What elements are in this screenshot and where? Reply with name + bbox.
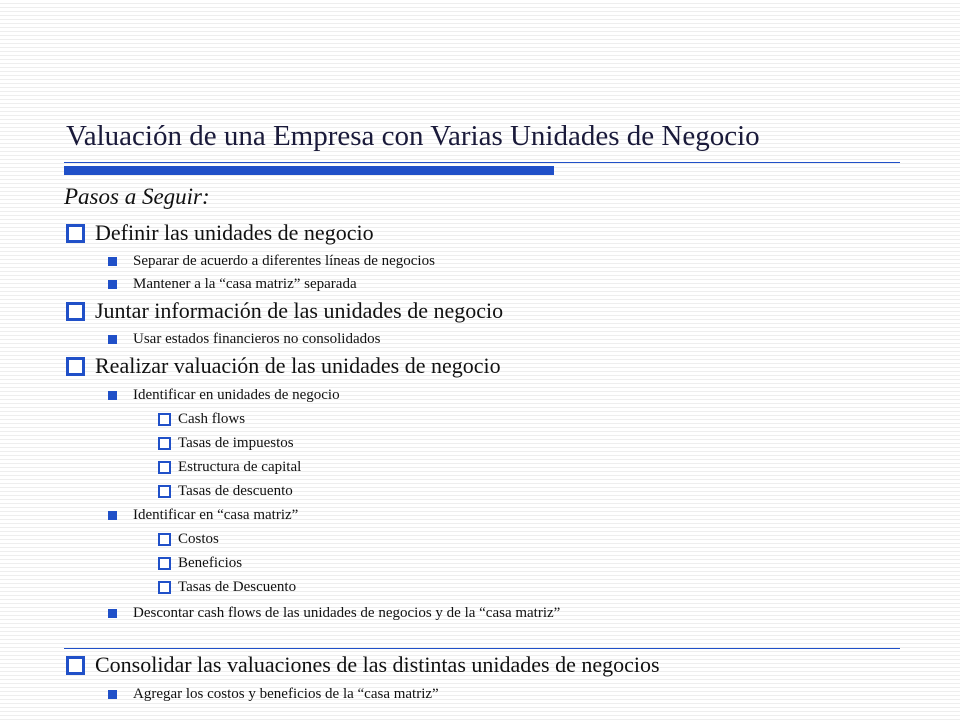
bullet-item-level2 [108,603,560,623]
bullet-text: Identificar en “casa matriz” [133,507,299,523]
hollow-square-bullet-icon [158,533,171,546]
bullet-text: Estructura de capital [178,459,302,475]
hollow-square-bullet-icon [158,581,171,594]
bullet-text: Agregar los costos y beneficios de la “casa matriz” [133,686,439,702]
bullet-text: Costos [178,531,219,547]
bullet-item-level3 [158,481,293,501]
filled-square-bullet-icon [108,280,117,289]
slide-subtitle: Pasos a Seguir: [64,184,210,209]
bullet-item-level1 [66,652,660,678]
bullet-item-level2 [108,274,357,294]
bullet-item-level1 [66,353,501,379]
bullet-item-level2 [108,251,435,271]
bullet-item-level3 [158,553,242,573]
bullet-item-level2 [108,385,340,405]
bullet-text: Cash flows [178,411,246,427]
bullet-text: Juntar información de las unidades de negocio [95,298,504,323]
hollow-square-bullet-icon [158,485,171,498]
bullet-text: Definir las unidades de negocio [95,220,374,245]
bullet-text: Tasas de impuestos [178,435,294,451]
hollow-square-bullet-icon [66,656,85,675]
bullet-item-level2 [108,684,439,704]
hollow-square-bullet-icon [66,357,85,376]
filled-square-bullet-icon [108,690,117,699]
bullet-item-level2 [108,329,380,349]
bullet-item-level3 [158,433,294,453]
hollow-square-bullet-icon [158,413,171,426]
bullet-text: Consolidar las valuaciones de las distintas unidades de negocios [95,652,660,677]
hollow-square-bullet-icon [158,557,171,570]
title-accent-bar [64,166,554,175]
bullet-item-level1 [66,220,374,246]
slide-title: Valuación de una Empresa con Varias Unidades de Negocio [66,120,760,152]
bullet-item-level2 [108,505,298,525]
bullet-text: Tasas de descuento [178,483,293,499]
hollow-square-bullet-icon [158,437,171,450]
bullet-item-level3 [158,577,296,597]
title-divider-line [64,162,900,163]
bullet-text: Separar de acuerdo a diferentes líneas de negocios [133,253,435,269]
hollow-square-bullet-icon [66,302,85,321]
filled-square-bullet-icon [108,391,117,400]
filled-square-bullet-icon [108,257,117,266]
filled-square-bullet-icon [108,511,117,520]
bullet-item-level1 [66,298,503,324]
bullet-text: Identificar en unidades de negocio [133,387,340,403]
filled-square-bullet-icon [108,609,117,618]
bullet-text: Tasas de Descuento [178,579,297,595]
bullet-text: Realizar valuación de las unidades de negocio [95,353,501,378]
bullet-text: Beneficios [178,555,243,571]
hollow-square-bullet-icon [158,461,171,474]
footer-divider-line [64,648,900,649]
bullet-text: Mantener a la “casa matriz” separada [133,276,357,292]
bullet-item-level3 [158,409,245,429]
hollow-square-bullet-icon [66,224,85,243]
bullet-text: Usar estados financieros no consolidados [133,331,381,347]
bullet-text: Descontar cash flows de las unidades de negocios y de la “casa matriz” [133,605,561,621]
bullet-item-level3 [158,529,219,549]
bullet-item-level3 [158,457,301,477]
filled-square-bullet-icon [108,335,117,344]
